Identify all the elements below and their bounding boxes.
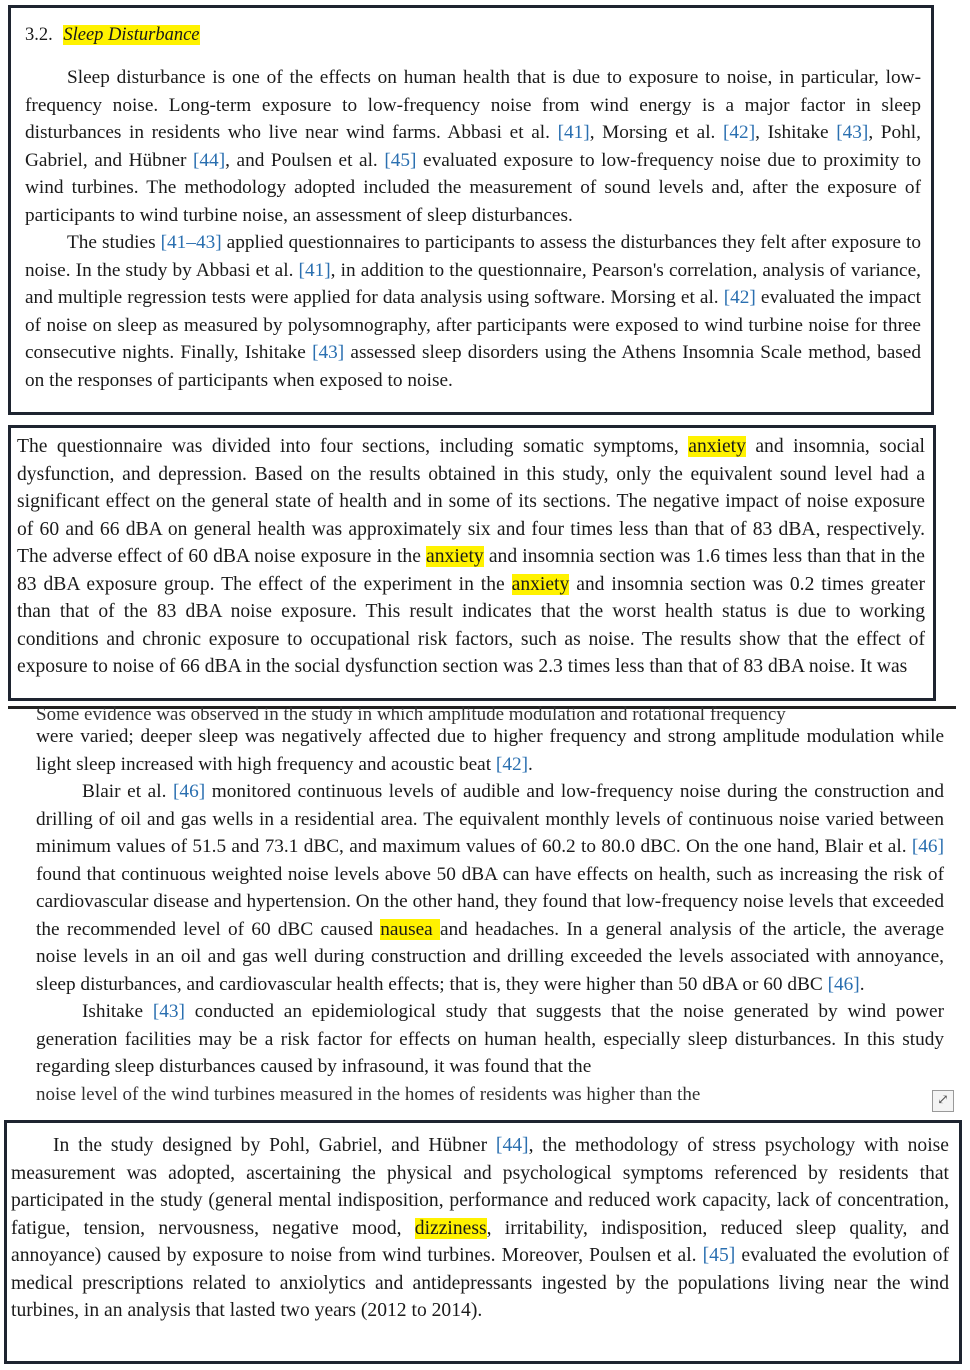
highlighted-term: dizziness	[414, 1217, 487, 1239]
citation-link[interactable]: [43]	[152, 1001, 185, 1022]
citation-link[interactable]: [42]	[723, 122, 756, 143]
text-run: , irritability, indisposition, reduced sleep quality, and annoyance) caused by exposure to noise from wind turbines. Moreover, Poulsen et al.	[11, 1217, 950, 1266]
text-run: applied questionnaires to participants to assess the disturbances they felt after exposure to noise. In the study by Abbasi et al.	[25, 232, 921, 281]
text-run: assessed sleep disorders using the Athens Insomnia Scale method, based on the responses of participants when exposed to noise.	[25, 342, 921, 391]
citation-link[interactable]: [42]	[723, 287, 756, 308]
cropped-text-line: noise level of the wind turbines measured in the homes of residents was higher than the	[36, 1083, 701, 1105]
text-run: conducted an epidemiological study that suggests that the noise generated by wind power generation facilities may be a risk factor for effects on human health, especially sleep disturbances. In this study regarding sleep disturbances caused by infrasound, it was found that the	[36, 1001, 945, 1077]
highlighted-term: anxiety	[511, 573, 570, 595]
section-heading	[25, 22, 921, 48]
citation-link[interactable]: [46]	[173, 781, 206, 802]
citation-link[interactable]: [43]	[836, 122, 869, 143]
paragraph	[25, 64, 921, 229]
text-run: Ishitake	[82, 1001, 153, 1022]
text-run: were varied; deeper sleep was negatively affected due to higher frequency and strong amplitude modulation while light sleep increased with high frequency and acoustic beat	[36, 726, 944, 775]
paragraph	[11, 1132, 949, 1325]
citation-link[interactable]: [44]	[495, 1135, 529, 1156]
citation-link[interactable]: [45]	[384, 149, 417, 171]
text-run: , Morsing et al.	[589, 122, 723, 143]
citation-link[interactable]: [45]	[702, 1245, 736, 1266]
paragraph	[36, 998, 944, 1081]
text-run: The studies	[67, 232, 161, 253]
section-number: 3.2.	[25, 25, 53, 45]
text-run: Blair et al.	[82, 781, 174, 802]
highlighted-term: anxiety	[688, 436, 746, 457]
paragraph	[36, 778, 944, 998]
text-run: evaluated exposure to low-frequency noise due to proximity to wind turbines. The methodology adopted included the measurement of sound levels and, after the exposure of participants to wind turbine noise, an assessment of sleep disturbances.	[25, 149, 922, 226]
text-run: evaluated the impact of noise on sleep as measured by polysomnography, after participants were exposed to wind turbine noise for three consecutive nights. Finally, Ishitake	[25, 287, 921, 363]
paragraph	[36, 723, 944, 778]
excerpt-panel-pohl	[4, 1120, 962, 1364]
citation-link[interactable]: [46]	[827, 973, 860, 995]
text-run: In the study designed by Pohl, Gabriel, and Hübner	[53, 1135, 496, 1156]
citation-link[interactable]: [44]	[193, 149, 226, 171]
paragraph	[17, 433, 925, 681]
excerpt-panel-questionnaire	[8, 425, 936, 701]
text-run: and insomnia section was 0.2 times greater than that of the 83 dBA noise exposure. This result indicates that the worst health status is due to working conditions and chronic exposure to occupational risk factors, such as noise. The results show that the effect of exposure to noise of 66 dBA in the social dysfunction section was 2.3 times less than that of 83 dBA noise. It was	[17, 573, 925, 677]
text-run: and headaches. In a general analysis of the article, the average noise levels in an oil and gas well during construction and drilling exceeded the levels associated with annoyance, sleep disturbances, and cardiovascular health effects; that is, they were higher than 50 dBA or 60 dBC	[36, 918, 945, 995]
paragraph	[25, 229, 921, 394]
text-run: , in addition to the questionnaire, Pearson's correlation, analysis of variance, and multiple regression tests were applied for data analysis using software. Morsing et al.	[25, 259, 921, 308]
section-title: Sleep Disturbance	[63, 25, 200, 45]
cropped-text-line: Some evidence was observed in the study in which amplitude modulation and rotational frequency	[36, 704, 786, 725]
text-run: found that continuous weighted noise levels above 50 dBA can have effects on health, such as increasing the risk of cardiovascular disease and hypertension. On the other hand, they found that low-frequency noise levels that exceeded the recommended level of 60 dBC caused	[36, 863, 944, 940]
highlighted-term: anxiety	[426, 546, 484, 567]
excerpt-panel-sleep-disturbance	[8, 5, 934, 415]
text-run: , Ishitake	[755, 122, 837, 143]
text-run: and insomnia, social dysfunction, and depression. Based on the results obtained in this study, only the equivalent sound level had a significant effect on the general state of health and in some of its sections. The negative impact of noise exposure of 60 and 66 dBA on general health was approximately six and four times less than that of 83 dBA, respectively. The adverse effect of 60 dBA noise exposure in the	[17, 436, 925, 567]
text-run: .	[859, 973, 865, 995]
citation-link[interactable]: [42]	[495, 753, 529, 775]
citation-link[interactable]: [46]	[911, 836, 944, 857]
text-run: evaluated the evolution of medical prescriptions related to anxiolytics and antidepressants ingested by the populations living near the wind turbines, in an analysis that lasted two years (2012 to 2014).	[11, 1245, 950, 1321]
highlighted-term: nausea	[380, 918, 440, 940]
expand-icon[interactable]: ⤢	[932, 1090, 954, 1112]
text-run: Sleep disturbance is one of the effects on human health that is due to exposure to noise, in particular, low-frequency noise. Long-term exposure to low-frequency noise from wind energy is a major factor in sleep disturbances in residents who live near wind farms. Abbasi et al.	[25, 67, 921, 143]
text-run: and insomnia section was 1.6 times less than that in the 83 dBA exposure group. The effect of the experiment in the	[17, 546, 925, 595]
excerpt-panel-blair	[8, 706, 956, 1116]
text-run: monitored continuous levels of audible and low-frequency noise during the construction and drilling of oil and gas wells in a residential area. The equivalent monthly levels of continuous noise varied between minimum values of 51.5 and 73.1 dBC, and maximum values of 60.2 to 80.0 dBC. On the one hand, Blair et al.	[36, 781, 945, 857]
text-run: The questionnaire was divided into four sections, including somatic symptoms,	[17, 436, 689, 457]
text-run: .	[528, 753, 533, 775]
citation-link[interactable]: [41]	[557, 122, 590, 143]
text-run: , and Poulsen et al.	[225, 149, 385, 171]
text-run: , the methodology of stress psychology with noise measurement was adopted, ascertaining the physical and psychological symptoms referenced by residents that participated in the study (general mental indisposition, performance and reduced work capacity, lack of concentration, fatigue, tension, nervousness, negative mood,	[11, 1135, 949, 1239]
citation-link[interactable]: [41–43]	[160, 232, 222, 253]
text-run: , Pohl, Gabriel, and Hübner	[25, 122, 921, 171]
citation-link[interactable]: [41]	[298, 259, 331, 281]
citation-link[interactable]: [43]	[312, 342, 345, 363]
